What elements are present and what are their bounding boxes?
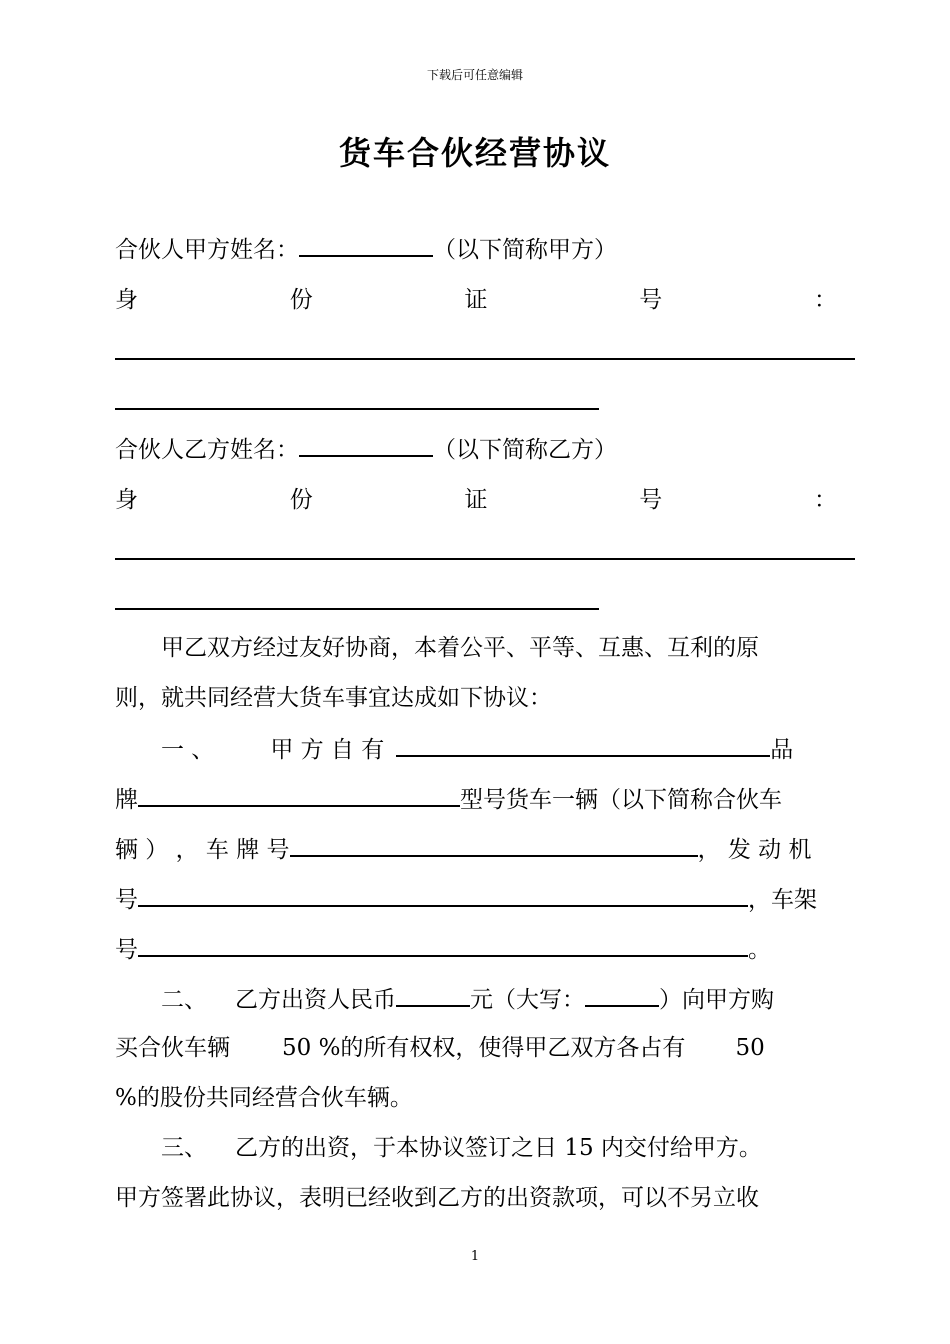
party-a-id-blank-line-2[interactable] — [115, 408, 599, 410]
party-b-id-char: 号 — [639, 487, 663, 513]
clause-2-line-2-c: 50 — [735, 1035, 765, 1061]
party-a-id-char: 号 — [639, 287, 663, 313]
party-a-id-line — [115, 283, 837, 317]
document-title: 货车合伙经营协议 — [338, 134, 611, 172]
clause-1-plate-label: 辆 ） ， 车 牌 号 — [115, 837, 290, 863]
party-b-id-blank-line-2[interactable] — [115, 608, 599, 610]
party-a-id-char: 证 — [464, 287, 488, 313]
clause-1-model-text: 型号货车一辆（以下简称合伙车 — [460, 787, 782, 813]
party-b-name-suffix: （以下简称乙方） — [433, 437, 617, 463]
clause-3-text: 乙方的出资，于本协议签订之日 15 内交付给甲方。 — [235, 1135, 762, 1161]
clause-1-lead: 甲 方 自 有 — [270, 737, 385, 763]
page-number: 1 — [470, 1249, 480, 1264]
clause-1-number: 一 、 — [161, 737, 215, 763]
page-header: 下载后可任意编辑 — [426, 68, 523, 82]
party-b-id-blank-line-1[interactable] — [115, 558, 855, 560]
clause-1-line-4 — [115, 881, 837, 915]
clause-1-line-3 — [115, 831, 837, 865]
party-b-id-line — [115, 483, 837, 517]
clause-1-end-mark: 。 — [748, 937, 771, 963]
party-a-name-blank[interactable] — [299, 231, 433, 257]
clause-2-line-2 — [115, 1031, 837, 1065]
frame-number-blank[interactable] — [138, 931, 748, 957]
clause-1-engine-label-end: 号 — [115, 887, 138, 913]
party-a-id-char: 份 — [289, 287, 313, 313]
intro-line-1: 甲乙双方经过友好协商，本着公平、平等、互惠、互利的原 — [161, 635, 759, 661]
model-blank[interactable] — [138, 781, 460, 807]
party-b-id-char: 证 — [464, 487, 488, 513]
clause-3-line-2: 甲方签署此协议，表明已经收到乙方的出资款项，可以不另立收 — [115, 1185, 759, 1211]
amount-blank[interactable] — [396, 981, 470, 1007]
clause-2-line-2-a: 买合伙车辆 — [115, 1035, 230, 1061]
clause-2-line-3: %的股份共同经营合伙车辆。 — [115, 1085, 413, 1111]
party-b-id-char: 份 — [289, 487, 313, 513]
party-a-name-label: 合伙人甲方姓名： — [115, 237, 299, 263]
clause-1-engine-label: ， 发 动 机 — [697, 837, 812, 863]
clause-2-line-2-b: 50 %的所有权权，使得甲乙双方各占有 — [282, 1035, 686, 1061]
engine-number-blank[interactable] — [138, 881, 748, 907]
intro-line-2: 则，就共同经营大货车事宜达成如下协议： — [115, 685, 552, 711]
party-a-name-line — [115, 231, 837, 265]
party-a-name-suffix: （以下简称甲方） — [433, 237, 617, 263]
clause-1-brand-start: 牌 — [115, 787, 138, 813]
clause-1-line-2 — [115, 781, 837, 815]
plate-number-blank[interactable] — [290, 831, 698, 857]
clause-2-part-1: 乙方出资人民币 — [235, 987, 396, 1013]
clause-2-part-2: 元（大写： — [470, 987, 585, 1013]
clause-3-line-1 — [115, 1131, 837, 1165]
brand-blank[interactable] — [396, 731, 770, 757]
party-a-id-char: 身 — [115, 287, 138, 313]
clause-1-frame-label: ，车架 — [748, 887, 817, 913]
clause-2-part-3: ）向甲方购 — [659, 987, 774, 1013]
clause-2-line-1 — [115, 981, 837, 1015]
party-a-id-char: ： — [814, 287, 837, 313]
clause-1-line-5 — [115, 931, 837, 965]
clause-1-brand-end: 品 — [770, 737, 794, 763]
amount-uppercase-blank[interactable] — [585, 981, 659, 1007]
clause-1-frame-label-end: 号 — [115, 937, 138, 963]
clause-3-number: 三、 — [161, 1135, 207, 1161]
clause-1-line-1 — [115, 731, 837, 765]
party-a-id-blank-line-1[interactable] — [115, 358, 855, 360]
party-b-name-label: 合伙人乙方姓名： — [115, 437, 299, 463]
clause-2-number: 二、 — [161, 987, 207, 1013]
party-b-id-char: 身 — [115, 487, 138, 513]
party-b-name-line — [115, 431, 837, 465]
party-b-name-blank[interactable] — [299, 431, 433, 457]
party-b-id-char: ： — [814, 487, 837, 513]
